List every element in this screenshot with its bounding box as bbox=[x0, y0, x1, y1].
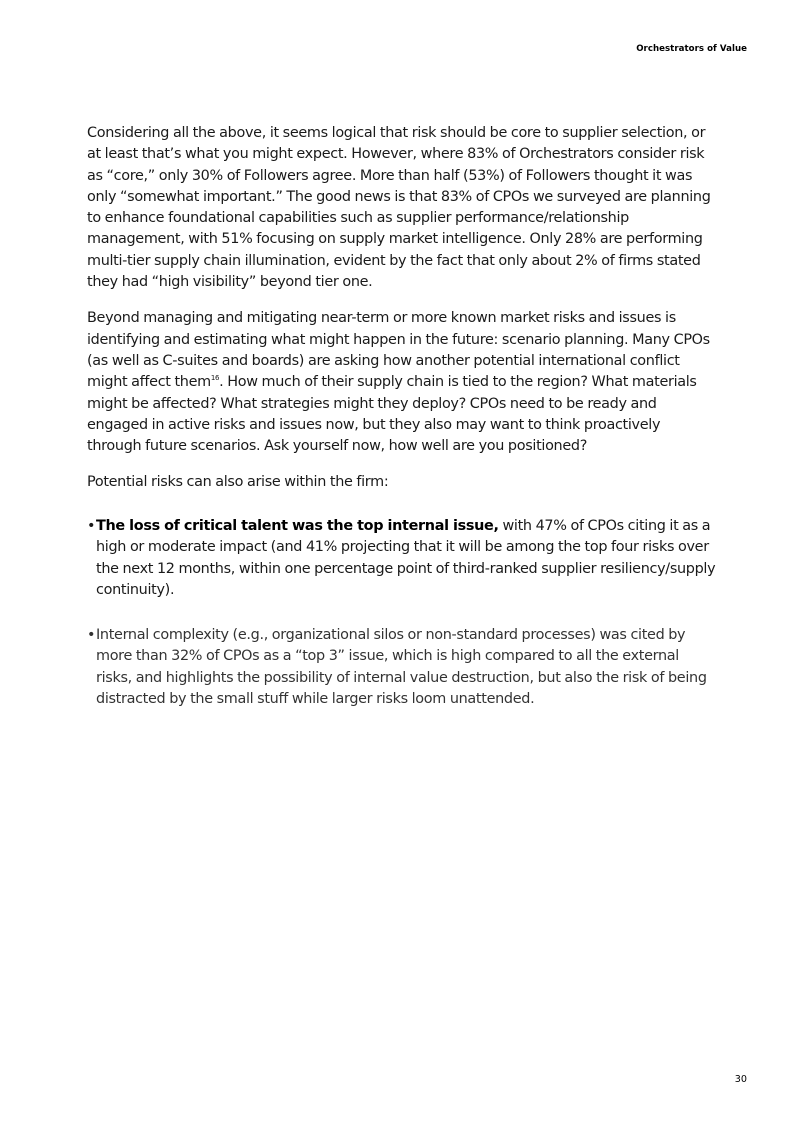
bullet-list-complexity bbox=[87, 625, 717, 710]
paragraph-supplier-selection-risk: Considering all the above, it seems logical that risk should be core to supplier selection, or at least that’s what you might expect. However, where 83% of Orchestrators consider risk as “core,” only 30% of Followers agree. More than half (53%) of Followers thought it was only “somewhat important.” The good news is that 83% of CPOs we surveyed are planning to enhance foundational capabilities such as supplier performance/relationship management, with 51% focusing on supply market intelligence. Only 28% are performing multi-tier supply chain illumination, evident by the fact that only about 2% of firms stated they had “high visibility” beyond tier one. bbox=[87, 125, 711, 291]
scenario-planning-text: Beyond managing and mitigating near-term or more known market risks and issues is identifying and estimating what might happen in the future: scenario planning. Many CPOs (as well as C-suites and boards) are asking how another potential international conflict might affect them bbox=[87, 310, 710, 391]
paragraph-internal-risks-intro: Potential risks can also arise within the firm: bbox=[87, 474, 389, 491]
bullet-body-text: with 47% of CPOs citing it as a high or moderate impact (and 41% projecting that it will be among the top four risks over the next 12 months, within one percentage point of third-ranked supplier resiliency/supply continuity). bbox=[96, 518, 716, 598]
bullet-body-text: Internal complexity (e.g., organizational silos or non-standard processes) was cited by more than 32% of CPOs as a “top 3” issue, which is high compared to all the external risks, and highlights the possibility of internal value destruction, but also the risk of being distracted by the small stuff while larger risks loom unattended. bbox=[96, 627, 707, 707]
scenario-planning-text-continued: . How much of their supply chain is tied to the region? What materials might be affected? What strategies might they deploy? CPOs need to be ready and engaged in active risks and issues now, but they also may want to think proactively through future scenarios. Ask yourself now, how well are you positioned? bbox=[87, 374, 697, 455]
bullet-marker: • bbox=[87, 518, 96, 534]
bullet-item-internal-complexity bbox=[87, 625, 717, 710]
running-header-title: Orchestrators of Value bbox=[636, 44, 747, 54]
footnote-reference: 16 bbox=[210, 374, 220, 383]
paragraph-scenario-planning bbox=[87, 308, 717, 457]
bullet-list-talent bbox=[87, 516, 717, 601]
bullet-item-talent-loss bbox=[87, 516, 717, 601]
body-copy bbox=[87, 123, 717, 494]
page-number: 30 bbox=[734, 1074, 747, 1085]
bullet-lead-text: The loss of critical talent was the top internal issue, bbox=[96, 518, 499, 534]
bullet-marker: • bbox=[87, 627, 96, 643]
